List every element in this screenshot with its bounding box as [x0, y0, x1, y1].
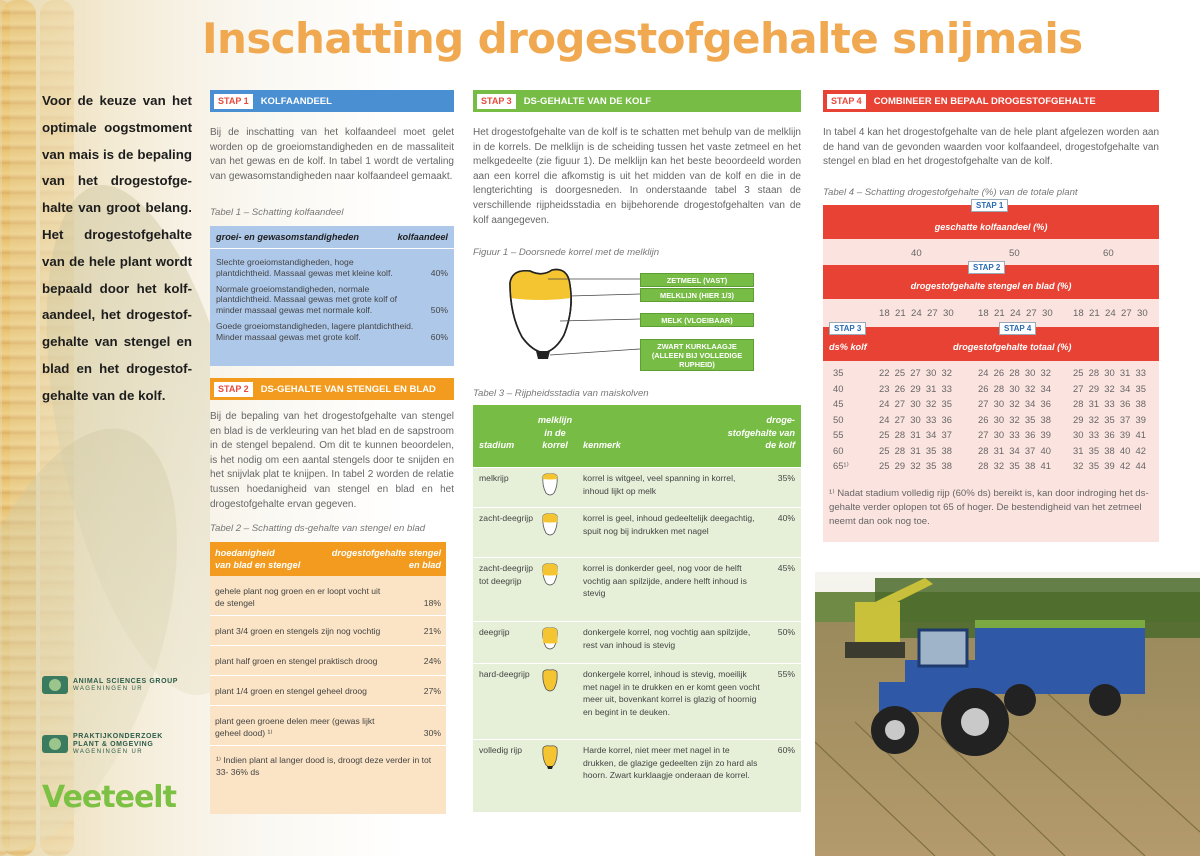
- table3-row-value: 35%: [777, 473, 795, 483]
- table4-stengel-group3: 18 21 24 27 30: [1073, 308, 1148, 319]
- table2-row-text: gehele plant nog groen en er loopt vocht uit de stengel: [215, 585, 381, 608]
- step1-tag: STAP 1: [214, 94, 253, 109]
- table4-row-dskolf: 45: [833, 398, 844, 409]
- table4-footnote: ¹⁾ Nadat stadium volledig rijp (60% ds) bereikt is, kan door indroging het ds-gehalte verder oplopen tot 65 of hoger. De bestendigheid van het zetmeel neemt dan ook nog toe.: [829, 488, 1149, 527]
- table4-row-group2: 26 28 30 32 34: [978, 382, 1051, 394]
- table4-band-kolfaandeel: geschatte kolfaandeel (%): [823, 205, 1159, 239]
- table2-row-text: plant half groen en stengel praktisch droog: [215, 655, 378, 666]
- table4-band-totaal: [823, 327, 1159, 361]
- table4-row: [823, 445, 1159, 461]
- figure1-label-zetmeel: ZETMEEL (VAST): [640, 273, 754, 287]
- table2-col2-header: drogestofgehalte stengel: [331, 548, 441, 558]
- table2-header: [210, 542, 446, 576]
- table4-row-group2: 27 30 32 34 36: [978, 398, 1051, 409]
- table2-row: [210, 676, 446, 706]
- table1: [210, 226, 454, 366]
- step2-text: Bij de bepaling van het drogestofgehalte van stengel en blad is de verkleuring van het blad en de sapstroom in de stengel bepalend. Om dit te kunnen beoordelen, is het nodig om een aantal stengels door te snijden en het snijvlak plat te knijpen. In tabel 2 worden de relatie tussen hoedanigheid van stengel en blad en het drogestofgehalte ervan gegeven.: [210, 411, 454, 510]
- table1-caption: Tabel 1 – Schatting kolfaandeel: [210, 207, 344, 218]
- step3-tag: STAP 3: [477, 94, 516, 109]
- table3-row-stage: volledig rijp: [479, 745, 522, 755]
- kernel-melkrijp-icon: [541, 472, 559, 498]
- table1-col2-header: kolfaandeel: [397, 232, 448, 242]
- table2-footnote: ¹⁾ Indien plant al langer dood is, droogt deze verder in tot 33- 36% ds: [216, 755, 432, 777]
- table1-row: [210, 318, 454, 345]
- table4-row-group2: 28 32 35 38 41: [978, 460, 1051, 471]
- ppo-logo: [42, 733, 163, 755]
- table3-row-stage: hard-deegrijp: [479, 669, 530, 679]
- intro-text: Voor de keuze van het optimale oogstmoment van mais is de bepaling van het drogestofge-halte van groot belang. Het drogestofgehalte van de hele plant wordt bepaald door het kolf-aandeel, het drogestof-gehalte van stengel en blad en het drogestof-gehalte van de kolf.: [42, 93, 192, 403]
- table3-row: [473, 663, 801, 739]
- table1-row-text: Normale groeiomstandigheden, normale plantdichtheid. Massaal gewas met grote kolf of minder massaal gewas met normale kolf.: [216, 283, 398, 316]
- table4-tab-stap2: STAP 2: [968, 261, 1005, 274]
- animal-sciences-group-logo: [42, 676, 178, 694]
- table3-row-value: 40%: [777, 513, 795, 523]
- table4-row-dskolf: 35: [833, 367, 844, 378]
- table3-row-stage: zacht-deegrijp tot deegrijp: [479, 563, 533, 586]
- step2-header: [210, 378, 454, 400]
- table2-row-value: 18%: [423, 597, 441, 608]
- table1-header: [210, 226, 454, 249]
- tractor-harvest-illustration: [815, 572, 1200, 856]
- ppo-logo-line1: PRAKTIJKONDERZOEK: [73, 733, 163, 740]
- step4-tag: STAP 4: [827, 94, 866, 109]
- table3-col-melklijn: melklijn in de korrel: [537, 415, 573, 450]
- ppo-logo-line2: PLANT & OMGEVING: [73, 741, 154, 748]
- step4-header: [823, 90, 1159, 112]
- table4-kolf-40: 40: [911, 248, 922, 259]
- figure1-kernel-diagram: [500, 265, 760, 373]
- table2-col1-header-line2: van blad en stengel: [215, 560, 301, 570]
- veeteelt-logo: Veeteelt: [42, 780, 176, 815]
- step4-text: In tabel 4 kan het drogestofgehalte van de hele plant afgelezen worden aan de hand van de gevonden waarden voor kolfaandeel, drogestofgehalte van stengel en blad en het drogestofgehalte van de kolf.: [823, 127, 1159, 168]
- table3-row: [473, 621, 801, 663]
- page-title: Inschatting drogestofgehalte snijmais: [202, 14, 1083, 63]
- table4-row-group2: 27 30 33 36 39: [978, 429, 1051, 440]
- table3-row-desc: donkergele korrel, inhoud is stevig, moeilijk met nagel in te drukken en er komt geen vocht meer uit, bovenkant korrel is glazig of hoornig en begint in te deuken.: [583, 669, 760, 717]
- step1-text: Bij de inschatting van het kolfaandeel moet gelet worden op de groeiomstandigheden en de massaliteit van het gewas en de kolf. In tabel 1 wordt de vertaling van gewasomstandigheden naar kolfaandeel gemaakt.: [210, 127, 454, 182]
- table2-row-text: plant geen groene delen meer (gewas lijkt geheel dood) ¹⁾: [215, 715, 375, 738]
- table3-row-value: 60%: [777, 745, 795, 755]
- table2-row-text: plant 3/4 groen en stengels zijn nog vochtig: [215, 625, 381, 636]
- table2-caption: Tabel 2 – Schatting ds-gehalte van stengel en blad: [210, 523, 426, 534]
- figure1-label-melk: MELK (VLOEIBAAR): [640, 313, 754, 327]
- table4-row-group3: 32 35 39 42 44: [1073, 460, 1146, 471]
- figure1-caption: Figuur 1 – Doorsnede korrel met de melklijn: [473, 247, 660, 258]
- tractor-harvest-photo: [815, 572, 1200, 856]
- step2-tag: STAP 2: [214, 382, 253, 397]
- table4-row-dskolf: 65¹⁾: [833, 460, 849, 471]
- table4-row-group1: 22 25 27 30 32: [879, 367, 952, 378]
- table4-row-group3: 31 35 38 40 42: [1073, 444, 1146, 456]
- table3-row-stage: deegrijp: [479, 627, 510, 637]
- table3-caption: Tabel 3 – Rijpheidsstadia van maiskolven: [473, 388, 649, 399]
- asg-logo-line2: WAGENINGEN UR: [73, 686, 143, 692]
- table3: [473, 405, 801, 812]
- table3-row-value: 55%: [777, 669, 795, 679]
- table1-col1-header: groei- en gewasomstandigheden: [216, 232, 359, 242]
- table2-row-text: plant 1/4 groen en stengel geheel droog: [215, 685, 367, 696]
- table4-row: [823, 414, 1159, 430]
- table3-row: [473, 507, 801, 557]
- table3-row-value: 50%: [777, 627, 795, 637]
- table4-row-dskolf: 55: [833, 429, 844, 440]
- table2: [210, 542, 446, 814]
- kernel-deegrijp-icon: [541, 626, 559, 652]
- table4-row-group2: 24 26 28 30 32: [978, 367, 1051, 378]
- kernel-zacht-deegrijp-icon: [541, 512, 559, 538]
- step3-label: DS-GEHALTE VAN DE KOLF: [523, 95, 652, 107]
- table4-row-group3: 28 31 33 36 38: [1073, 398, 1146, 409]
- table4-row-dskolf: 50: [833, 413, 844, 425]
- table4-kolf-50: 50: [1009, 248, 1020, 259]
- table4-row-group1: 24 27 30 33 36: [879, 413, 952, 425]
- ppo-logo-icon: [42, 735, 68, 753]
- asg-logo-icon: [42, 676, 68, 694]
- table3-row-desc: korrel is donkerder geel, nog voor de helft vochtig aan spilzijde, andere helft inhoud is stevig: [583, 563, 747, 599]
- table4-row: [823, 398, 1159, 414]
- step1-header: [210, 90, 454, 112]
- table2-row: [210, 706, 446, 746]
- table4-row: [823, 383, 1159, 399]
- figure1-label-kurklaagje: ZWART KURKLAAGJE (ALLEEN BIJ VOLLEDIGE RUPHEID): [640, 339, 754, 371]
- table4-row-group1: 23 26 29 31 33: [879, 382, 952, 394]
- table4-row-group3: 27 29 32 34 35: [1073, 382, 1146, 394]
- table3-col-stadium: stadium: [479, 440, 515, 450]
- table4-row-group3: 25 28 30 31 33: [1073, 367, 1146, 378]
- table3-col-ds: droge-stofgehalte van de kolf: [727, 415, 795, 450]
- table4-row: [823, 367, 1159, 383]
- table4-band-stengel: drogestofgehalte stengel en blad (%): [823, 265, 1159, 299]
- table3-row-desc: korrel is geel, inhoud gedeeltelijk deegachtig, spuit nog bij indrukken met nagel: [583, 513, 755, 536]
- table2-col1-header: hoedanigheid: [215, 548, 275, 558]
- table4-tab-stap3: STAP 3: [829, 322, 866, 335]
- step1-label: KOLFAANDEEL: [260, 95, 332, 107]
- table3-row-stage: melkrijp: [479, 473, 509, 483]
- table4-row-group1: 25 29 32 35 38: [879, 460, 952, 471]
- table2-row: [210, 616, 446, 646]
- ppo-logo-line3: WAGENINGEN UR: [73, 749, 143, 755]
- table4-stengel-group1: 18 21 24 27 30: [879, 308, 954, 319]
- table3-row: [473, 467, 801, 507]
- table1-row-value: 50%: [430, 305, 448, 316]
- table2-row-value: 27%: [423, 685, 441, 696]
- table2-row-value: 24%: [423, 655, 441, 666]
- table1-row-text: Slechte groeiomstandigheden, hoge plantdichtheid. Massaal gewas met kleine kolf.: [216, 257, 393, 278]
- table2-row: [210, 646, 446, 676]
- table4-row-dskolf: 40: [833, 382, 844, 394]
- table4-row: [823, 429, 1159, 445]
- table4-caption: Tabel 4 – Schatting drogestofgehalte (%) van de totale plant: [823, 187, 1078, 198]
- table2-col2-header-line2: en blad: [408, 560, 441, 570]
- table4-band-totaal-label: drogestofgehalte totaal (%): [953, 342, 1072, 352]
- table3-row-stage: zacht-deegrijp: [479, 513, 533, 523]
- table4-row-dskolf: 60: [833, 444, 844, 456]
- asg-logo-line1: ANIMAL SCIENCES GROUP: [73, 678, 179, 685]
- table4-row: [823, 460, 1159, 476]
- table2-row-value: 21%: [423, 625, 441, 636]
- table1-row-text: Goede groeiomstandigheden, lagere plantdichtheid. Minder massaal gewas met grote kolf.: [216, 320, 414, 342]
- table4-row-group1: 25 28 31 35 38: [879, 444, 952, 456]
- table4-row-group1: 25 28 31 34 37: [879, 429, 952, 440]
- table4: [823, 201, 1159, 542]
- kernel-hard-deegrijp-icon: [541, 668, 559, 694]
- figure1-label-melklijn: MELKLIJN (HIER 1/3): [640, 288, 754, 302]
- table1-row: [210, 281, 454, 318]
- table4-kolf-60: 60: [1103, 248, 1114, 259]
- table2-row: [210, 576, 446, 616]
- table4-row-group2: 28 31 34 37 40: [978, 444, 1051, 456]
- table3-col-kenmerk: kenmerk: [583, 440, 621, 450]
- table1-row-value: 40%: [430, 267, 448, 278]
- table4-row-group2: 26 30 32 35 38: [978, 413, 1051, 425]
- step4-label: COMBINEER EN BEPAAL DROGESTOFGEHALTE: [873, 95, 1096, 107]
- table3-row-desc: Harde korrel, niet meer met nagel in te drukken, de glazige gedeelten zijn zo hard als hoorn. Zwart kurklaagje onderaan de korrel.: [583, 745, 758, 781]
- table4-band-dskolf: ds% kolf: [829, 342, 867, 352]
- table4-tab-stap4: STAP 4: [999, 322, 1036, 335]
- table3-row-desc: korrel is witgeel, veel spanning in korrel, inhoud lijkt op melk: [583, 473, 736, 496]
- kernel-zacht-deegrijp-tot-deegrijp-icon: [541, 562, 559, 588]
- table3-row-desc: donkergele korrel, nog vochtig aan spilzijde, rest van inhoud is stevig: [583, 627, 751, 650]
- table2-row-value: 30%: [423, 727, 441, 738]
- table4-row-group3: 30 33 36 39 41: [1073, 429, 1146, 440]
- table3-header: [473, 405, 801, 467]
- table4-row-group1: 24 27 30 32 35: [879, 398, 952, 409]
- table3-row: [473, 739, 801, 812]
- table3-row-value: 45%: [777, 563, 795, 573]
- step3-header: [473, 90, 801, 112]
- table4-row-group3: 29 32 35 37 39: [1073, 413, 1146, 425]
- table1-row: [210, 254, 454, 281]
- table4-tab-stap1: STAP 1: [971, 199, 1008, 212]
- table3-row: [473, 557, 801, 621]
- table4-stengel-group2: 18 21 24 27 30: [978, 308, 1053, 319]
- step2-label: DS-GEHALTE VAN STENGEL EN BLAD: [260, 383, 436, 395]
- kernel-volledig-rijp-icon: [541, 744, 559, 770]
- step3-text: Het drogestofgehalte van de kolf is te schatten met behulp van de melklijn in de korrels. De melklijn is de scheiding tussen het vaste zetmeel en het melkgedeelte (zie figuur 1). De melklijn kan het beste beoordeeld worden aan een korrel die afkomstig is uit het midden van de kolf en die in de lengterichting is doorgesneden. In onderstaande tabel 3 staan de verschillende rijpheidsstadia en bijbehorende drogestofgehalten van de kolf aangegeven.: [473, 127, 801, 226]
- table1-row-value: 60%: [430, 331, 448, 342]
